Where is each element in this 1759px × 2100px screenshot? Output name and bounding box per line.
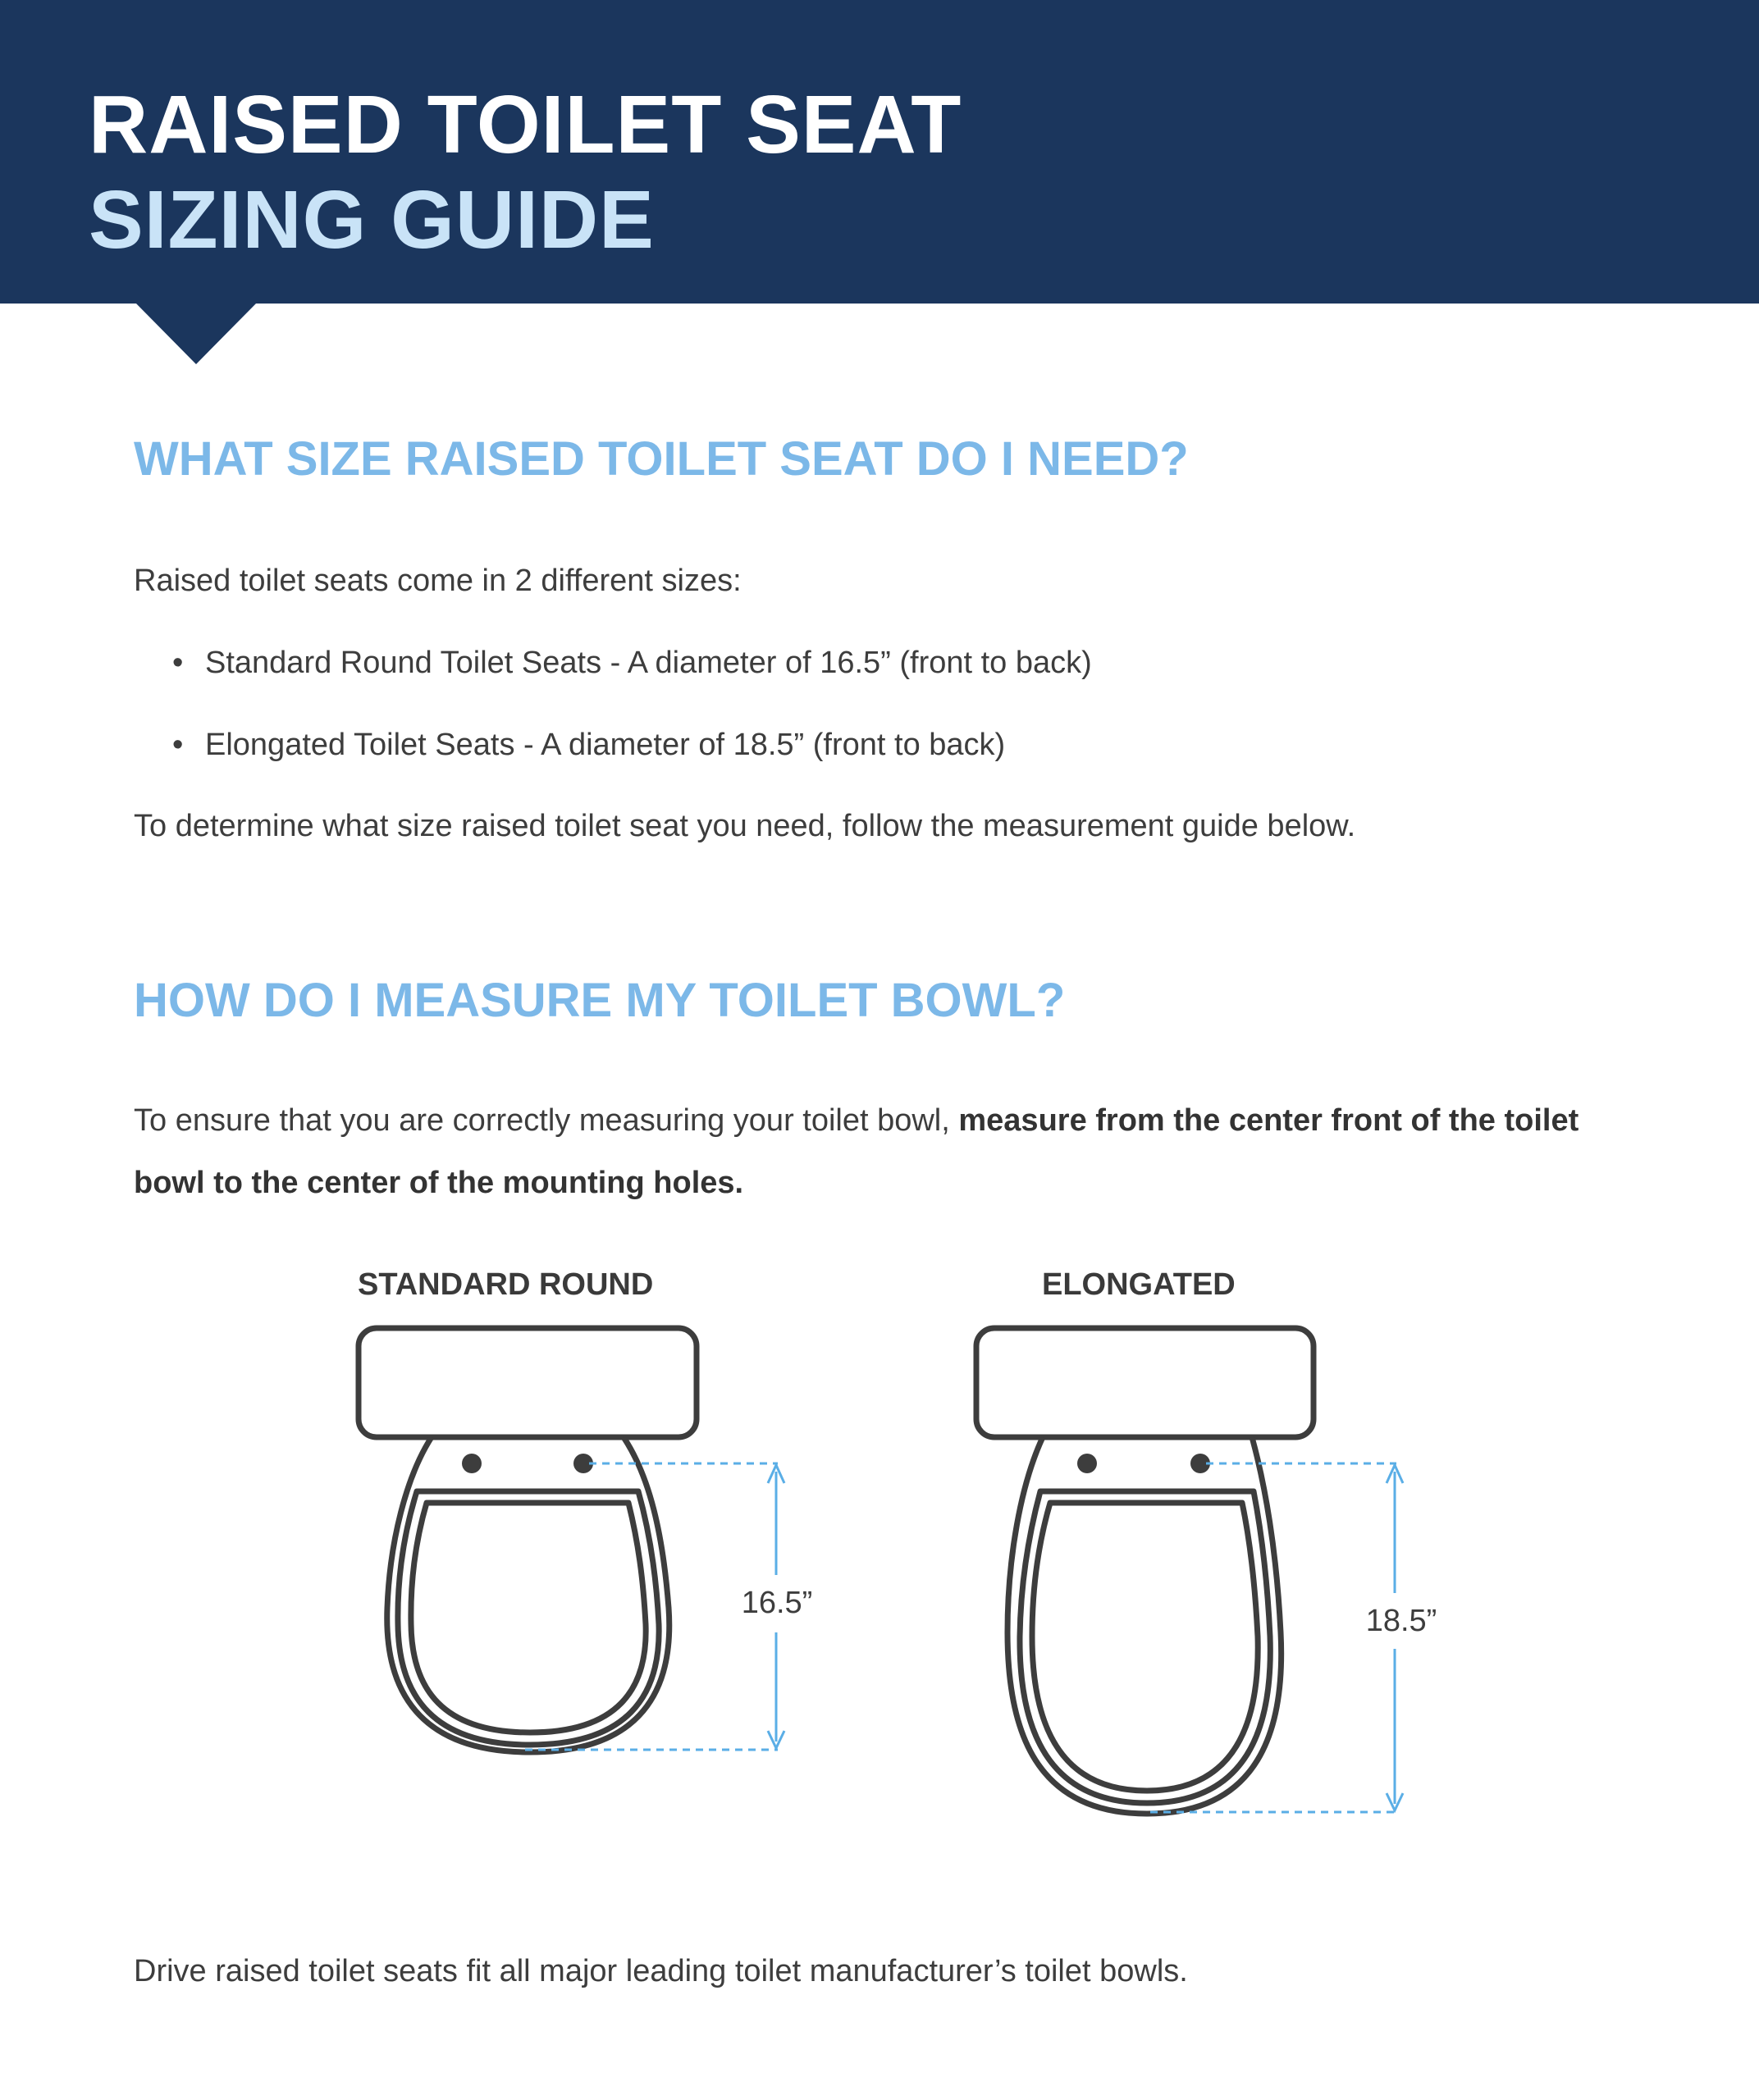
tank-outline: [976, 1328, 1314, 1437]
diagram-label-standard-round: STANDARD ROUND: [358, 1267, 654, 1302]
mounting-hole: [1077, 1454, 1097, 1473]
section-heading-size: WHAT SIZE RAISED TOILET SEAT DO I NEED?: [134, 432, 1189, 486]
page-title-line2: SIZING GUIDE: [89, 174, 655, 266]
measurement-label-elongated: 18.5”: [1365, 1604, 1437, 1638]
diagram-label-elongated: ELONGATED: [1042, 1267, 1236, 1302]
list-item-text: Elongated Toilet Seats - A diameter of 18.5” (front to back): [205, 728, 1006, 762]
measure-emphasis: measure from the center front of the toilet bowl to the center of the mounting holes.: [134, 1103, 1579, 1200]
seat-ring-inner: [1032, 1503, 1258, 1791]
mounting-hole: [462, 1454, 482, 1473]
measurement-label-standard: 16.5”: [741, 1586, 813, 1620]
bowl-outline: [387, 1437, 669, 1752]
measure-text: To ensure that you are correctly measuring your toilet bowl,: [134, 1103, 959, 1138]
list-item-text: Standard Round Toilet Seats - A diameter of 16.5” (front to back): [205, 646, 1092, 680]
elongated-diagram: [976, 1328, 1314, 1814]
sizes-intro: Raised toilet seats come in 2 different sizes:: [134, 564, 742, 598]
page-title-line1: RAISED TOILET SEAT: [89, 79, 962, 171]
seat-ring-inner: [411, 1503, 646, 1732]
bullet-dot: •: [172, 646, 184, 680]
footer-note: Drive raised toilet seats fit all major leading toilet manufacturer’s toilet bowls.: [134, 1954, 1188, 1988]
standard-round-diagram: [359, 1328, 697, 1752]
determine-paragraph: To determine what size raised toilet seat you need, follow the measurement guide below.: [134, 809, 1356, 843]
tank-outline: [359, 1328, 697, 1437]
bullet-dot: •: [172, 728, 184, 762]
section-heading-measure: HOW DO I MEASURE MY TOILET BOWL?: [134, 974, 1066, 1027]
